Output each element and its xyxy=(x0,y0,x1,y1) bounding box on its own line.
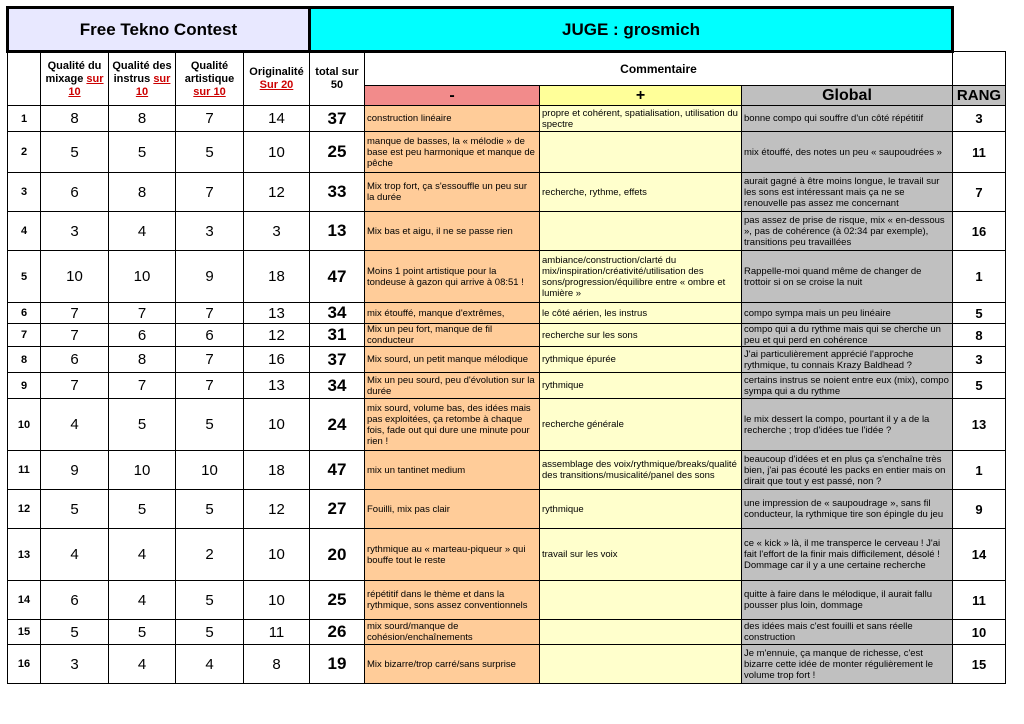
instrus-score: 4 xyxy=(109,212,176,251)
table-row xyxy=(8,106,1006,132)
plus-comment: propre et cohérent, spatialisation, utilisation du spectre xyxy=(540,106,742,132)
total-score: 47 xyxy=(310,451,365,490)
total-score: 37 xyxy=(310,106,365,132)
artistique-score: 7 xyxy=(176,373,244,399)
instrus-score: 4 xyxy=(109,581,176,620)
header-artistique: Qualité artistique sur 10 xyxy=(176,52,244,106)
instrus-score: 8 xyxy=(109,347,176,373)
rank: 5 xyxy=(953,373,1006,399)
rank: 11 xyxy=(953,132,1006,173)
rank: 10 xyxy=(953,620,1006,645)
header-total: total sur 50 xyxy=(310,52,365,106)
total-score: 19 xyxy=(310,645,365,684)
global-comment: Je m'ennuie, ça manque de richesse, c'est bizarre cette idée de monter régulièrement le volume trop fort ! xyxy=(742,645,953,684)
total-score: 25 xyxy=(310,132,365,173)
mixage-score: 7 xyxy=(41,324,109,347)
mixage-score: 4 xyxy=(41,399,109,451)
artistique-score: 9 xyxy=(176,251,244,303)
plus-comment: recherche, rythme, effets xyxy=(540,173,742,212)
table-row xyxy=(8,451,1006,490)
global-comment: aurait gagné à être moins longue, le travail sur les sons est intéressant mais ça ne se renouvelle pas assez me concernant xyxy=(742,173,953,212)
global-comment: compo sympa mais un peu linéaire xyxy=(742,303,953,324)
rank: 16 xyxy=(953,212,1006,251)
total-score: 33 xyxy=(310,173,365,212)
header-mixage: Qualité du mixage sur 10 xyxy=(41,52,109,106)
instrus-score: 6 xyxy=(109,324,176,347)
row-number: 12 xyxy=(8,490,41,529)
mixage-score: 4 xyxy=(41,529,109,581)
total-score: 13 xyxy=(310,212,365,251)
instrus-score: 7 xyxy=(109,373,176,399)
table-row xyxy=(8,399,1006,451)
originalite-score: 12 xyxy=(244,324,310,347)
header-plus: + xyxy=(540,86,742,106)
minus-comment: Mix un peu fort, manque de fil conducteur xyxy=(365,324,540,347)
artistique-score: 5 xyxy=(176,620,244,645)
total-score: 31 xyxy=(310,324,365,347)
header-originalite: Originalité Sur 20 xyxy=(244,52,310,106)
mixage-score: 6 xyxy=(41,581,109,620)
plus-comment: rythmique xyxy=(540,490,742,529)
instrus-score: 10 xyxy=(109,451,176,490)
rank: 9 xyxy=(953,490,1006,529)
row-number: 8 xyxy=(8,347,41,373)
originalite-score: 16 xyxy=(244,347,310,373)
row-number: 7 xyxy=(8,324,41,347)
table-row xyxy=(8,303,1006,324)
header-commentaire: Commentaire xyxy=(365,52,953,86)
table-row xyxy=(8,251,1006,303)
global-comment: ce « kick » là, il me transperce le cerveau ! J'ai fait l'effort de la finir mais difficilement, désolé ! Dommage car il y a une certaine recherche xyxy=(742,529,953,581)
row-number: 13 xyxy=(8,529,41,581)
total-score: 25 xyxy=(310,581,365,620)
artistique-score: 7 xyxy=(176,106,244,132)
rank: 8 xyxy=(953,324,1006,347)
minus-comment: mix étouffé, manque d'extrêmes, xyxy=(365,303,540,324)
minus-comment: Mix sourd, un petit manque mélodique xyxy=(365,347,540,373)
row-number: 9 xyxy=(8,373,41,399)
artistique-score: 7 xyxy=(176,347,244,373)
table-row xyxy=(8,490,1006,529)
rank: 3 xyxy=(953,106,1006,132)
table-row xyxy=(8,132,1006,173)
global-comment: une impression de « saupoudrage », sans fil conducteur, la rythmique tire son épingle du jeu xyxy=(742,490,953,529)
rank: 14 xyxy=(953,529,1006,581)
instrus-score: 10 xyxy=(109,251,176,303)
minus-comment: construction linéaire xyxy=(365,106,540,132)
global-comment: J'ai particulièrement apprécié l'approche rythmique, tu connais Krazy Baldhead ? xyxy=(742,347,953,373)
mixage-score: 5 xyxy=(41,132,109,173)
row-number: 11 xyxy=(8,451,41,490)
total-score: 24 xyxy=(310,399,365,451)
mixage-score: 7 xyxy=(41,373,109,399)
total-score: 37 xyxy=(310,347,365,373)
minus-comment: Mix un peu sourd, peu d'évolution sur la durée xyxy=(365,373,540,399)
rank: 5 xyxy=(953,303,1006,324)
table-row xyxy=(8,581,1006,620)
instrus-score: 5 xyxy=(109,490,176,529)
minus-comment: mix sourd/manque de cohésion/enchaînements xyxy=(365,620,540,645)
minus-comment: Mix trop fort, ça s'essouffle un peu sur la durée xyxy=(365,173,540,212)
mixage-score: 10 xyxy=(41,251,109,303)
score-sheet xyxy=(6,6,1006,684)
total-score: 27 xyxy=(310,490,365,529)
plus-comment xyxy=(540,581,742,620)
instrus-score: 4 xyxy=(109,645,176,684)
table-row xyxy=(8,529,1006,581)
artistique-score: 5 xyxy=(176,132,244,173)
plus-comment: rythmique xyxy=(540,373,742,399)
artistique-score: 5 xyxy=(176,490,244,529)
rank: 1 xyxy=(953,251,1006,303)
plus-comment xyxy=(540,645,742,684)
plus-comment xyxy=(540,620,742,645)
table-row xyxy=(8,347,1006,373)
mixage-score: 6 xyxy=(41,347,109,373)
minus-comment: Moins 1 point artistique pour la tondeuse à gazon qui arrive à 08:51 ! xyxy=(365,251,540,303)
mixage-score: 6 xyxy=(41,173,109,212)
originalite-score: 13 xyxy=(244,303,310,324)
row-number: 1 xyxy=(8,106,41,132)
judge-title: JUGE : grosmich xyxy=(310,8,953,52)
total-score: 34 xyxy=(310,373,365,399)
originalite-score: 10 xyxy=(244,529,310,581)
rank: 7 xyxy=(953,173,1006,212)
artistique-score: 7 xyxy=(176,173,244,212)
originalite-score: 18 xyxy=(244,451,310,490)
plus-comment: le côté aérien, les instrus xyxy=(540,303,742,324)
total-score: 34 xyxy=(310,303,365,324)
rank: 3 xyxy=(953,347,1006,373)
header-rang: RANG xyxy=(953,86,1006,106)
table-row xyxy=(8,645,1006,684)
row-number: 3 xyxy=(8,173,41,212)
table-row xyxy=(8,620,1006,645)
global-comment: mix étouffé, des notes un peu « saupoudrées » xyxy=(742,132,953,173)
minus-comment: Fouilli, mix pas clair xyxy=(365,490,540,529)
minus-comment: Mix bas et aigu, il ne se passe rien xyxy=(365,212,540,251)
artistique-score: 2 xyxy=(176,529,244,581)
artistique-score: 7 xyxy=(176,303,244,324)
row-number: 15 xyxy=(8,620,41,645)
mixage-score: 3 xyxy=(41,645,109,684)
minus-comment: manque de basses, la « mélodie » de base est peu harmonique et manque de pêche xyxy=(365,132,540,173)
mixage-score: 9 xyxy=(41,451,109,490)
instrus-score: 8 xyxy=(109,106,176,132)
instrus-score: 5 xyxy=(109,132,176,173)
minus-comment: mix sourd, volume bas, des idées mais pas exploitées, ça retombe à chaque fois, fade out qui dure une minute pour rien ! xyxy=(365,399,540,451)
contest-title: Free Tekno Contest xyxy=(8,8,310,52)
global-comment: le mix dessert la compo, pourtant il y a de la recherche ; trop d'idées tue l'idée ? xyxy=(742,399,953,451)
rank: 1 xyxy=(953,451,1006,490)
artistique-score: 5 xyxy=(176,399,244,451)
global-comment: bonne compo qui souffre d'un côté répétitif xyxy=(742,106,953,132)
rank: 15 xyxy=(953,645,1006,684)
plus-comment xyxy=(540,132,742,173)
originalite-score: 18 xyxy=(244,251,310,303)
minus-comment: rythmique au « marteau-piqueur » qui bouffe tout le reste xyxy=(365,529,540,581)
plus-comment: travail sur les voix xyxy=(540,529,742,581)
artistique-score: 3 xyxy=(176,212,244,251)
mixage-score: 3 xyxy=(41,212,109,251)
header-instrus: Qualité des instrus sur 10 xyxy=(109,52,176,106)
mixage-score: 5 xyxy=(41,620,109,645)
minus-comment: répétitif dans le thème et dans la rythmique, sons assez conventionnels xyxy=(365,581,540,620)
table-row xyxy=(8,324,1006,347)
originalite-score: 3 xyxy=(244,212,310,251)
header-global: Global xyxy=(742,86,953,106)
global-comment: Rappelle-moi quand même de changer de trottoir si on se croise la nuit xyxy=(742,251,953,303)
instrus-score: 8 xyxy=(109,173,176,212)
row-number: 10 xyxy=(8,399,41,451)
instrus-score: 5 xyxy=(109,620,176,645)
originalite-score: 14 xyxy=(244,106,310,132)
artistique-score: 6 xyxy=(176,324,244,347)
instrus-score: 7 xyxy=(109,303,176,324)
total-score: 47 xyxy=(310,251,365,303)
global-comment: certains instrus se noient entre eux (mix), compo sympa qui a du rythme xyxy=(742,373,953,399)
global-comment: pas assez de prise de risque, mix « en-dessous », pas de cohérence (à 02:34 par exemple), transitions peu travaillées xyxy=(742,212,953,251)
originalite-score: 11 xyxy=(244,620,310,645)
originalite-score: 10 xyxy=(244,399,310,451)
plus-comment: assemblage des voix/rythmique/breaks/qualité des transitions/musicalité/panel des sons xyxy=(540,451,742,490)
global-comment: beaucoup d'idées et en plus ça s'enchaîne très bien, j'ai pas écouté les packs en entier mais on dirait que tout y est passé, non ? xyxy=(742,451,953,490)
plus-comment: rythmique épurée xyxy=(540,347,742,373)
plus-comment xyxy=(540,212,742,251)
originalite-score: 12 xyxy=(244,173,310,212)
table-row xyxy=(8,212,1006,251)
total-score: 20 xyxy=(310,529,365,581)
originalite-score: 13 xyxy=(244,373,310,399)
originalite-score: 8 xyxy=(244,645,310,684)
mixage-score: 5 xyxy=(41,490,109,529)
minus-comment: Mix bizarre/trop carré/sans surprise xyxy=(365,645,540,684)
artistique-score: 10 xyxy=(176,451,244,490)
artistique-score: 5 xyxy=(176,581,244,620)
global-comment: des idées mais c'est fouilli et sans réelle construction xyxy=(742,620,953,645)
row-number: 5 xyxy=(8,251,41,303)
row-number: 2 xyxy=(8,132,41,173)
instrus-score: 4 xyxy=(109,529,176,581)
artistique-score: 4 xyxy=(176,645,244,684)
rank: 11 xyxy=(953,581,1006,620)
plus-comment: ambiance/construction/clarté du mix/inspiration/créativité/utilisation des sons/progression/équilibre entre « ombre et lumière » xyxy=(540,251,742,303)
minus-comment: mix un tantinet medium xyxy=(365,451,540,490)
table-row xyxy=(8,373,1006,399)
rank: 13 xyxy=(953,399,1006,451)
row-number: 14 xyxy=(8,581,41,620)
total-score: 26 xyxy=(310,620,365,645)
originalite-score: 12 xyxy=(244,490,310,529)
mixage-score: 8 xyxy=(41,106,109,132)
row-number: 6 xyxy=(8,303,41,324)
global-comment: quitte à faire dans le mélodique, il aurait fallu pousser plus loin, dommage xyxy=(742,581,953,620)
header-minus: - xyxy=(365,86,540,106)
global-comment: compo qui a du rythme mais qui se cherche un peu et qui perd en cohérence xyxy=(742,324,953,347)
instrus-score: 5 xyxy=(109,399,176,451)
originalite-score: 10 xyxy=(244,132,310,173)
table-row xyxy=(8,173,1006,212)
row-number: 4 xyxy=(8,212,41,251)
row-number: 16 xyxy=(8,645,41,684)
plus-comment: recherche sur les sons xyxy=(540,324,742,347)
originalite-score: 10 xyxy=(244,581,310,620)
mixage-score: 7 xyxy=(41,303,109,324)
plus-comment: recherche générale xyxy=(540,399,742,451)
